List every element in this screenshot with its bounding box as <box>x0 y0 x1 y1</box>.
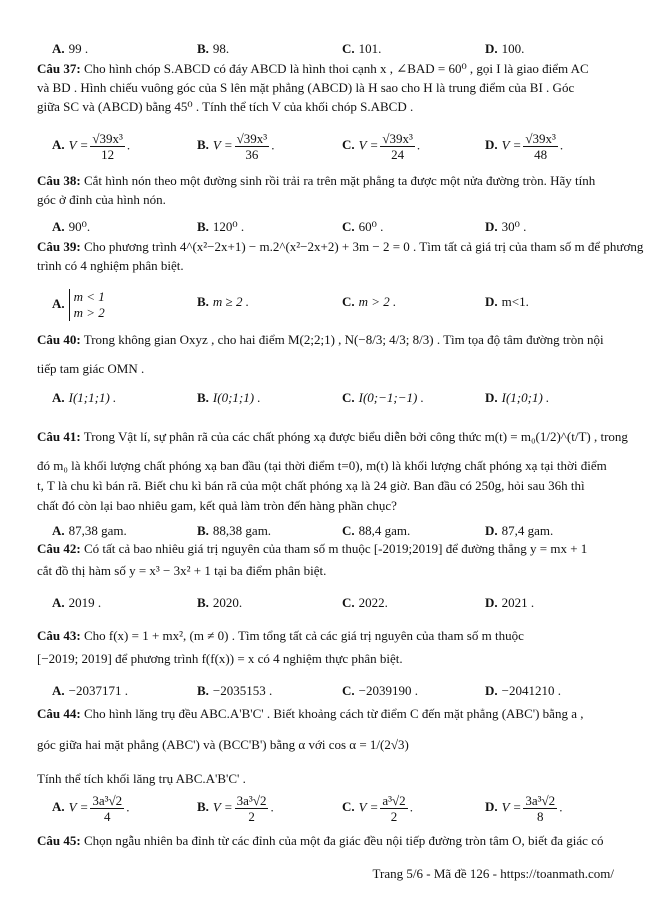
option-b: B. 98. <box>197 41 230 56</box>
q43-options <box>52 682 630 702</box>
option-a: A. V = $\frac{\text{√39x³}}{12}$ . <box>52 131 131 162</box>
q44-line-2: góc giữa hai mặt phẳng (ABC') và (BCC'B') bằng α với cos α = 1/(2√3) <box>37 737 409 752</box>
option-b: B. V = $\frac{\text{3a³√2}}{2}$ . <box>197 793 274 824</box>
q41-line-4: chất đó còn lại bao nhiêu gam, kết quả làm tròn đến hàng phần chục? <box>37 498 397 513</box>
q41-options <box>52 522 630 542</box>
option-a: A. V = $\frac{\text{3a³√2}}{4}$ . <box>52 793 130 824</box>
q37-line-1: Câu 37: Cho hình chóp S.ABCD có đáy ABCD là hình thoi cạnh x , ∠BAD = 60⁰ , gọi I là giao điểm AC <box>37 61 589 76</box>
option-c: C. 101. <box>342 41 382 56</box>
option-b: B. −2035153 . <box>197 683 273 698</box>
option-d: D. 30⁰ . <box>485 219 527 234</box>
option-d: D. V = $\frac{\text{√39x³}}{48}$ . <box>485 131 564 162</box>
q40-line-2: tiếp tam giác OMN . <box>37 361 145 376</box>
option-b: B. m ≥ 2 . <box>197 294 249 309</box>
option-a: A. 99 . <box>52 41 89 56</box>
option-b: B. 120⁰ . <box>197 219 245 234</box>
prev-options <box>52 40 630 60</box>
option-c: C. 2022. <box>342 595 388 610</box>
option-d: D. 2021 . <box>485 595 535 610</box>
option-b: B. V = $\frac{\text{√39x³}}{36}$ . <box>197 131 275 162</box>
option-d: D. I(1;0;1) . <box>485 390 550 405</box>
q38-line-2: góc ở đỉnh của hình nón. <box>37 192 166 207</box>
option-a: A. I(1;1;1) . <box>52 390 117 405</box>
q40-line-1: Câu 40: Trong không gian Oxyz , cho hai điểm M(2;2;1) , N(−8/3; 4/3; 8/3) . Tìm tọa độ tâm đường tròn nội <box>37 332 604 347</box>
q38-line-1: Câu 38: Cắt hình nón theo một đường sinh rồi trải ra trên mặt phẳng ta được một nửa đường tròn. Hãy tính <box>37 173 596 188</box>
option-c: C. V = $\frac{\text{√39x³}}{24}$ . <box>342 131 421 162</box>
q38-options <box>52 218 630 238</box>
option-c: C. 88,4 gam. <box>342 523 411 538</box>
option-d: D. 87,4 gam. <box>485 523 554 538</box>
q43-line-2: [−2019; 2019] để phương trình f(f(x)) = x có 4 nghiệm thực phân biệt. <box>37 651 403 666</box>
option-d: D. m<1. <box>485 294 529 309</box>
q41-line-3: t, T là chu kì bán rã. Biết chu kì bán rã của một chất phóng xạ là 24 giờ. Ban đầu có 250g, hỏi sau 36h thì <box>37 478 585 493</box>
q42-options <box>52 594 630 614</box>
option-a: A. m < 1 m > 2 <box>52 289 105 320</box>
option-c: C. V = $\frac{\text{a³√2}}{2}$ . <box>342 793 413 824</box>
option-b: B. 2020. <box>197 595 243 610</box>
option-a: A. 2019 . <box>52 595 102 610</box>
option-c: C. −2039190 . <box>342 683 418 698</box>
q37-options <box>52 131 630 162</box>
option-d: D. 100. <box>485 41 525 56</box>
option-b: B. I(0;1;1) . <box>197 390 261 405</box>
q44-line-1: Câu 44: Cho hình lăng trụ đều ABC.A'B'C' . Biết khoảng cách từ điểm C đến mặt phẳng (ABC') bằng a , <box>37 706 584 721</box>
q39-line-2: trình có 4 nghiệm phân biệt. <box>37 258 184 273</box>
option-b: B. 88,38 gam. <box>197 523 272 538</box>
q39-options <box>52 283 630 321</box>
option-d: D. V = $\frac{\text{3a³√2}}{8}$ . <box>485 793 563 824</box>
q44-options <box>52 793 630 833</box>
q41-line-2: đó m₀ là khối lượng chất phóng xạ ban đầu (tại thời điểm t=0), m(t) là khối lượng chất phóng xạ tại thời điểm <box>37 458 607 473</box>
page-footer: Trang 5/6 - Mã đề 126 - https://toanmath.com/ <box>372 866 614 881</box>
option-d: D. −2041210 . <box>485 683 561 698</box>
option-c: C. 60⁰ . <box>342 219 384 234</box>
option-c: C. m > 2 . <box>342 294 397 309</box>
q37-line-2: và BD . Hình chiếu vuông góc của S lên mặt phẳng (ABCD) là H sao cho H là trung điểm của BI . Góc <box>37 80 575 95</box>
q42-line-2: cắt đồ thị hàm số y = x³ − 3x² + 1 tại ba điểm phân biệt. <box>37 563 327 578</box>
option-c: C. I(0;−1;−1) . <box>342 390 424 405</box>
q40-options <box>52 389 630 409</box>
option-a: A. −2037171 . <box>52 683 128 698</box>
q37-line-3: giữa SC và (ABCD) bằng 45⁰ . Tính thể tích V của khối chóp S.ABCD . <box>37 99 414 114</box>
q41-line-1: Câu 41: Trong Vật lí, sự phân rã của các chất phóng xạ được biểu diễn bởi công thức m(t) = m₀(1/2)^(t/T) , trong <box>37 429 628 444</box>
q44-line-3: Tính thể tích khối lăng trụ ABC.A'B'C' . <box>37 771 246 786</box>
q43-line-1: Câu 43: Cho f(x) = 1 + mx², (m ≠ 0) . Tìm tổng tất cả các giá trị nguyên của tham số m thuộc <box>37 628 524 643</box>
q45-line-1: Câu 45: Chọn ngẫu nhiên ba đỉnh từ các đỉnh của một đa giác đều nội tiếp đường tròn tâm O, biết đa giác có <box>37 833 604 848</box>
option-a: A. 87,38 gam. <box>52 523 127 538</box>
q42-line-1: Câu 42: Có tất cả bao nhiêu giá trị nguyên của tham số m thuộc [-2019;2019] để đường thẳng y = mx + 1 <box>37 541 588 556</box>
q39-line-1: Câu 39: Cho phương trình 4^(x²−2x+1) − m.2^(x²−2x+2) + 3m − 2 = 0 . Tìm tất cả giá trị của tham số m để phương <box>37 239 644 254</box>
option-a: A. 90⁰. <box>52 219 91 234</box>
